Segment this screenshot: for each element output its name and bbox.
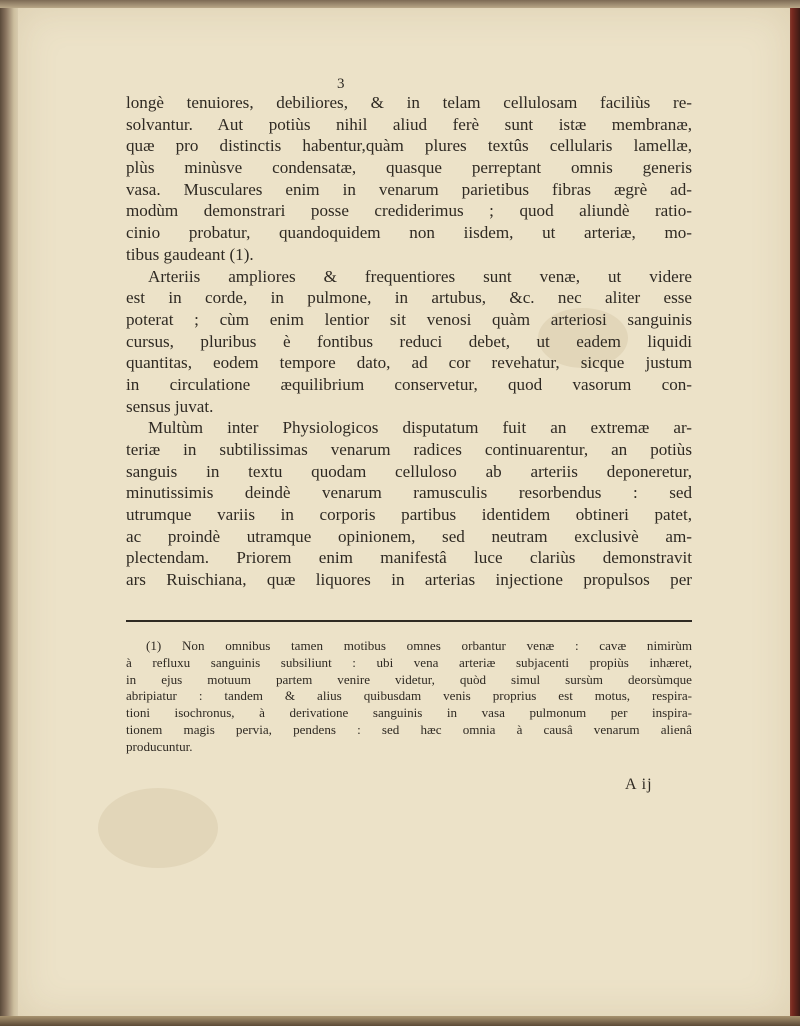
body-line: tibus gaudeant (1). (126, 244, 254, 264)
body-line: plectendam. Priorem enim manifestâ luce clariùs demonstravit (126, 548, 692, 568)
footnote-line: tionem magis pervia, pendens : sed hæc omnia à causâ venarum alienâ (126, 721, 692, 737)
paper-stain (98, 788, 218, 868)
signature-mark: A ij (625, 776, 653, 793)
footnote-line: (1) Non omnibus tamen motibus omnes orbantur venæ : cavæ nimirùm (146, 638, 692, 653)
page-number: 3 (337, 76, 345, 92)
scan-top-edge (0, 0, 800, 8)
body-line: cinio probatur, quandoquidem non iisdem, ut arteriæ, mo- (126, 223, 692, 243)
scan-bottom-edge (0, 1016, 800, 1026)
body-line: Arteriis ampliores & frequentiores sunt venæ, ut videre (148, 266, 692, 286)
body-line: ars Ruischiana, quæ liquores in arterias injectione propulsos per (126, 570, 692, 590)
body-line: est in corde, in pulmone, in artubus, &c. nec aliter esse (126, 288, 692, 308)
body-line: in circulatione æquilibrium conservetur, quod vasorum con- (126, 374, 692, 394)
body-line: cursus, pluribus è fontibus reduci debet, ut eadem liquidi (126, 331, 692, 351)
footnote-line: producuntur. (126, 738, 193, 754)
footnote-rule (126, 620, 692, 622)
body-line: poterat ; cùm enim lentior sit venosi quàm arteriosi sanguinis (126, 309, 692, 329)
body-line: utrumque variis in corporis partibus identidem obtineri patet, (126, 505, 692, 525)
body-line: longè tenuiores, debiliores, & in telam cellulosam faciliùs re- (126, 93, 692, 112)
body-line: vasa. Musculares enim in venarum parietibus fibras ægrè ad- (126, 179, 692, 199)
body-line: sensus juvat. (126, 396, 214, 416)
body-line: quantitas, eodem tempore dato, ad cor revehatur, sicque justum (126, 353, 692, 373)
footnote-line: in ejus motuum partem venire videtur, quòd simul sursùm deorsùmque (126, 671, 692, 687)
body-line: modùm demonstrari posse crediderimus ; quod aliundè ratio- (126, 201, 692, 221)
body-line: quæ pro distinctis habentur,quàm plures textûs cellularis lamellæ, (126, 136, 692, 156)
body-line: minutissimis deindè venarum ramusculis resorbendus : sed (126, 483, 692, 503)
footnote (126, 638, 692, 756)
footnote-line: à refluxu sanguinis subsiliunt : ubi vena arteriæ subjacenti propiùs inhæret, (126, 654, 692, 670)
body-line: teriæ in subtilissimas venarum radices continuarentur, an potiùs (126, 440, 692, 459)
body-line: solvantur. Aut potiùs nihil aliud ferè sunt istæ membranæ, (126, 114, 692, 134)
body-line: plùs minùsve condensatæ, quasque perreptant omnis generis (126, 158, 692, 178)
footnote-line: tioni isochronus, à derivatione sanguinis in vasa pulmonum per inspira- (126, 705, 692, 721)
body-line: ac proindè utramque opinionem, sed neutram exclusivè am- (126, 526, 692, 546)
body-text (126, 92, 692, 591)
footnote-line: abripiatur : tandem & alius quibusdam venis proprius est motus, respira- (126, 688, 692, 704)
body-line: Multùm inter Physiologicos disputatum fuit an extremæ ar- (148, 418, 692, 438)
body-line: sanguis in textu quodam cellulosо ab arteriis deponeretur, (126, 461, 692, 481)
